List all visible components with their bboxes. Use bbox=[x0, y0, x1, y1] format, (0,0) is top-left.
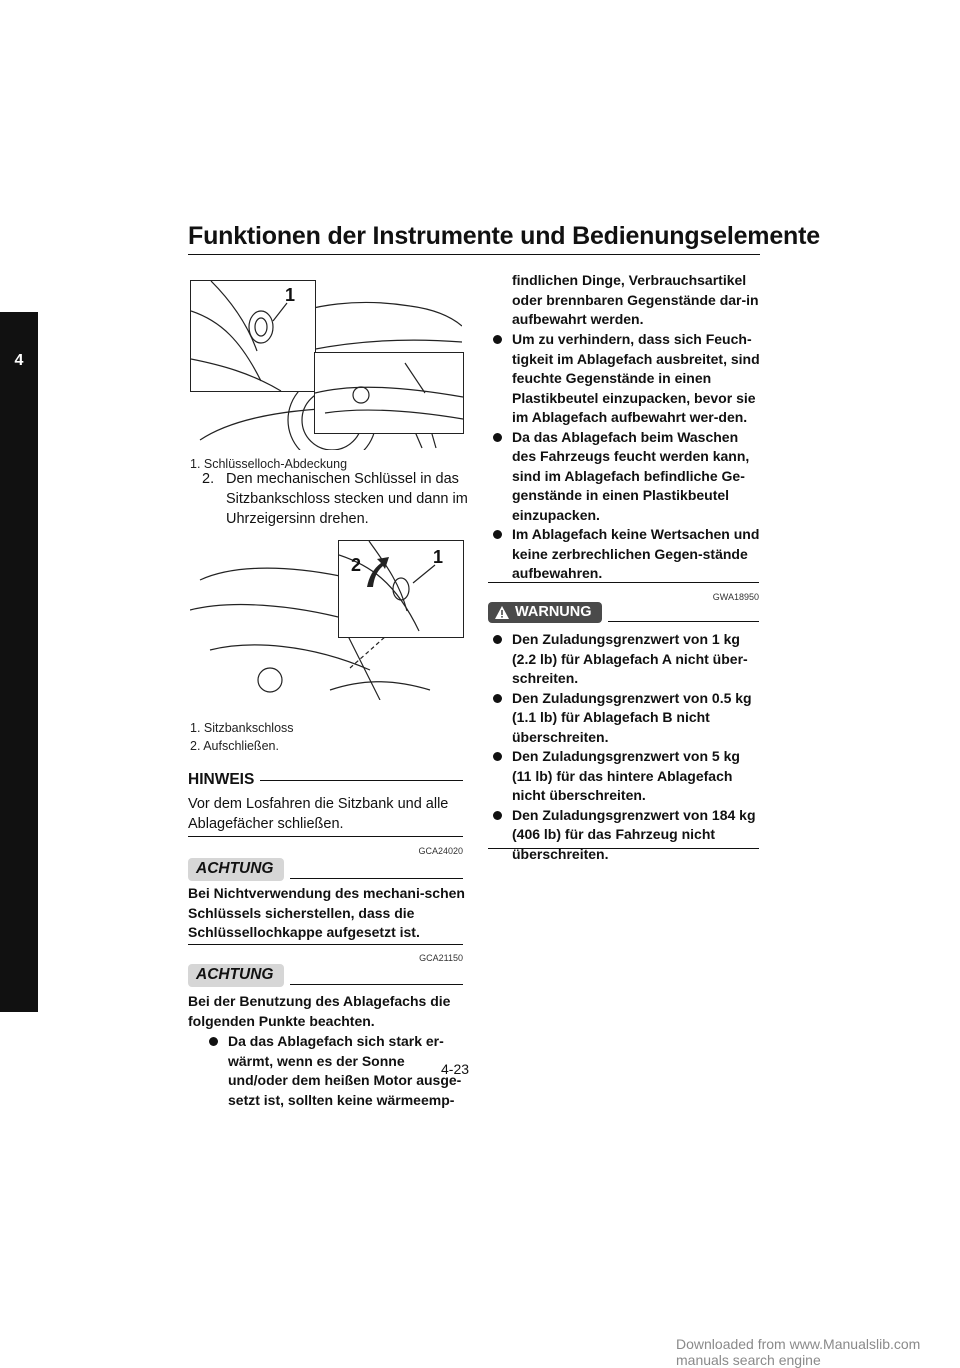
achtung1-text: Bei Nichtverwendung des mechani-schen Schlüssels sicherstellen, dass die Schlüssellochkappe aufgesetzt ist. bbox=[188, 885, 465, 940]
achtung2-header bbox=[188, 964, 463, 987]
achtung1-label: ACHTUNG bbox=[188, 858, 284, 881]
figure2-callout-1: 1 bbox=[433, 547, 444, 567]
warnung-bottom-rule bbox=[488, 848, 759, 849]
achtung2-code: GCA21150 bbox=[419, 953, 463, 963]
hinweis-label: HINWEIS bbox=[188, 771, 255, 788]
list-item: Um zu verhindern, dass sich Feuch-tigkeit im Ablagefach ausbreitet, sind feuchte Gegenstände in einen Plastikbeutel einzupacken, bevor sie im Ablagefach aufbewahrt wer-den. bbox=[488, 330, 762, 428]
step-text: Den mechanischen Schlüssel in das Sitzbankschloss stecken und dann im Uhrzeigersinn drehen. bbox=[226, 471, 468, 527]
step-number: 2. bbox=[202, 471, 215, 487]
hinweis-header bbox=[188, 771, 463, 789]
achtung1-header bbox=[188, 858, 463, 881]
inset-detail bbox=[314, 352, 464, 434]
hinweis-text: Vor dem Losfahren die Sitzbank und alle Ablagefächer schließen. bbox=[188, 796, 449, 832]
figure1-caption: 1. Schlüsselloch-Abdeckung bbox=[190, 457, 348, 471]
achtung2-bullet-list-left bbox=[204, 1032, 466, 1110]
footer-watermark: Downloaded from www.Manualslib.com manuals search engine bbox=[676, 1336, 921, 1368]
achtung2-intro: Bei der Benutzung des Ablagefachs die folgenden Punkte beachten. bbox=[188, 993, 451, 1029]
achtung2-bullet-list-right bbox=[488, 330, 762, 584]
header-rule bbox=[188, 254, 760, 255]
warnung-code: GWA18950 bbox=[712, 592, 759, 602]
achtung1-header-rule bbox=[290, 878, 464, 879]
hinweis-bottom-rule bbox=[188, 836, 463, 837]
warnung-bullet-list bbox=[488, 630, 762, 864]
instruction-step-2 bbox=[202, 469, 472, 529]
warnung-label: WARNUNG bbox=[515, 604, 592, 620]
chapter-tab bbox=[0, 312, 38, 1012]
bullet-dot-icon bbox=[493, 811, 502, 820]
list-item: Den Zuladungsgrenzwert von 0.5 kg (1.1 lb) für Ablagefach B nicht überschreiten. bbox=[488, 689, 762, 748]
achtung1-bottom-rule bbox=[188, 944, 463, 945]
achtung2-label: ACHTUNG bbox=[188, 964, 284, 987]
list-item: Den Zuladungsgrenzwert von 5 kg (11 lb) für das hintere Ablagefach nicht überschreiten. bbox=[488, 747, 762, 806]
detail-illustration bbox=[315, 353, 463, 433]
figure2-caption-2: 2. Aufschließen. bbox=[190, 739, 279, 753]
keyhole-cover-icon bbox=[191, 281, 315, 391]
page-header-title: Funktionen der Instrumente und Bedienungselemente bbox=[188, 222, 820, 250]
bullet-dot-icon bbox=[493, 530, 502, 539]
figure1-callout: 1 bbox=[285, 285, 296, 305]
inset-seat-lock bbox=[338, 540, 464, 638]
bullet-dot-icon bbox=[493, 335, 502, 344]
list-item: Da das Ablagefach sich stark er-wärmt, wenn es der Sonne und/oder dem heißen Motor ausge-setzt ist, sollten keine wärmeemp- bbox=[204, 1032, 466, 1110]
bullet-dot-icon bbox=[493, 635, 502, 644]
list-item: Da das Ablagefach beim Waschen des Fahrzeugs feucht werden kann, sind im Ablagefach befindliche Ge-genstände in einen Plastikbeutel einzupacken. bbox=[488, 428, 762, 526]
list-item: Im Ablagefach keine Wertsachen und keine zerbrechlichen Gegen-stände aufbewahren. bbox=[488, 525, 762, 584]
warnung-label-pill bbox=[488, 602, 602, 623]
achtung1-code: GCA24020 bbox=[418, 846, 463, 856]
bullet-dot-icon bbox=[493, 752, 502, 761]
warnung-header-rule bbox=[608, 621, 759, 622]
bullet-dot-icon bbox=[493, 433, 502, 442]
figure2-caption-1: 1. Sitzbankschloss bbox=[190, 721, 294, 735]
figure2-callout-2: 2 bbox=[351, 555, 362, 575]
warnung-header bbox=[488, 602, 759, 623]
page-number: 4-23 bbox=[441, 1061, 470, 1077]
list-item: Den Zuladungsgrenzwert von 1 kg (2.2 lb) für Ablagefach A nicht über-schreiten. bbox=[488, 630, 762, 689]
warning-triangle-icon bbox=[494, 605, 510, 620]
bullet-dot-icon bbox=[209, 1037, 218, 1046]
figure-keyhole-cover bbox=[190, 280, 462, 450]
inset-keyhole bbox=[190, 280, 316, 392]
chapter-tab-number: 4 bbox=[14, 352, 24, 369]
achtung2-bottom-rule bbox=[488, 582, 759, 583]
hinweis-header-rule bbox=[260, 780, 463, 781]
figure-seat-lock bbox=[190, 540, 462, 700]
bullet-dot-icon bbox=[493, 694, 502, 703]
list-item: Den Zuladungsgrenzwert von 184 kg (406 lb) für das Fahrzeug nicht überschreiten. bbox=[488, 806, 762, 865]
achtung2-continuation: findlichen Dinge, Verbrauchsartikel oder brennbaren Gegenstände dar-in aufbewahrt werden. bbox=[512, 272, 759, 327]
achtung2-header-rule bbox=[290, 984, 464, 985]
